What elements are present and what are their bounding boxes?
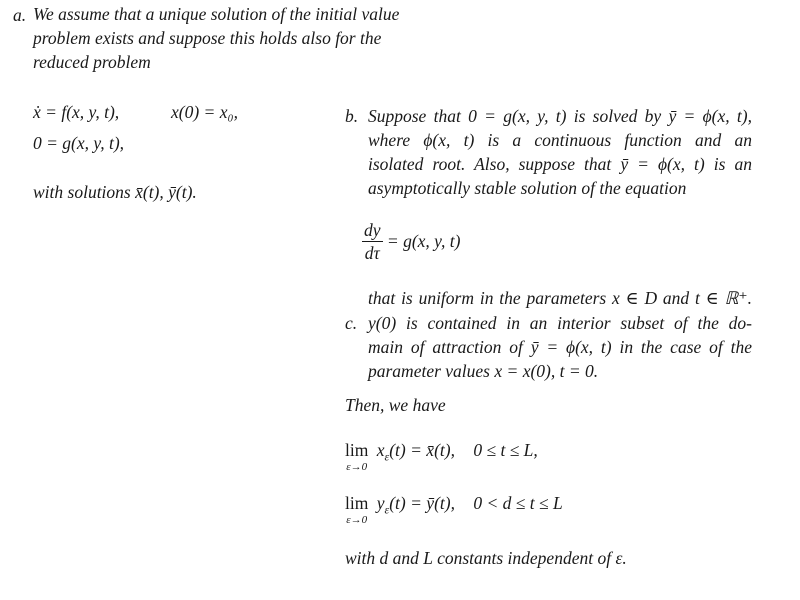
fraction-equation — [362, 220, 460, 263]
fraction-denominator: dτ — [364, 243, 380, 263]
item-a-line-2: problem exists and suppose this holds also for the — [33, 28, 382, 48]
system-eq1: ẋ = f(x, y, t), — [33, 102, 120, 122]
item-b-text — [368, 104, 752, 200]
item-b-line-4: asymptotically stable solution of the equation — [368, 178, 687, 198]
limit-2-subscript: ε→0 — [346, 514, 368, 526]
uniform-line: that is uniform in the parameters x ∈ D and t ∈ ℝ⁺. — [368, 288, 752, 308]
item-a-marker: a. — [13, 5, 27, 25]
limit-2-range: 0 < d ≤ t ≤ L — [473, 493, 563, 513]
item-c-marker: c. — [345, 313, 358, 333]
fraction-rhs: = g(x, y, t) — [386, 231, 461, 251]
solutions-line: with solutions x̄(t), ȳ(t). — [33, 182, 197, 202]
final-line: with d and L constants independent of ε. — [345, 548, 627, 568]
item-c-line-3: parameter values x = x(0), t = 0. — [368, 361, 599, 381]
limit-2-expression: $y_\varepsilon(t)$ = ȳ(t), — [376, 493, 455, 517]
limit-2 — [345, 493, 563, 526]
limit-1-lim: lim — [345, 440, 369, 460]
item-b-marker: b. — [345, 106, 359, 126]
then-line: Then, we have — [345, 395, 446, 415]
item-a-line-3: reduced problem — [33, 52, 151, 72]
item-c-line-1: y(0) is contained in an interior subset of the do- — [368, 313, 752, 333]
limit-2-lim: lim — [345, 493, 369, 513]
system-eq1-initial-condition: x(0) = x₀, — [171, 102, 238, 122]
item-c-line-2: main of attraction of ȳ = ϕ(x, t) in the case of the — [368, 337, 752, 357]
item-c-text — [368, 311, 752, 383]
fraction — [362, 220, 383, 263]
limit-1 — [345, 440, 538, 473]
item-b-line-1: Suppose that 0 = g(x, y, t) is solved by ȳ = ϕ(x, t), — [368, 106, 752, 126]
system-eq2: 0 = g(x, y, t), — [33, 133, 125, 153]
limit-1-range: 0 ≤ t ≤ L, — [473, 440, 538, 460]
item-a-text — [33, 2, 433, 74]
item-b-line-2: where ϕ(x, t) is a continuous function and an — [368, 130, 752, 150]
fraction-numerator: dy — [364, 220, 381, 240]
limit-1-expression: $x_\varepsilon(t)$ = x̄(t), — [376, 440, 455, 464]
limit-1-subscript: ε→0 — [346, 461, 368, 473]
item-a-line-1: We assume that a unique solution of the initial value — [33, 4, 400, 24]
limit-2-operator — [345, 493, 368, 526]
item-b-line-3: isolated root. Also, suppose that ȳ = ϕ(x, t) is an — [368, 154, 752, 174]
limit-1-operator — [345, 440, 368, 473]
